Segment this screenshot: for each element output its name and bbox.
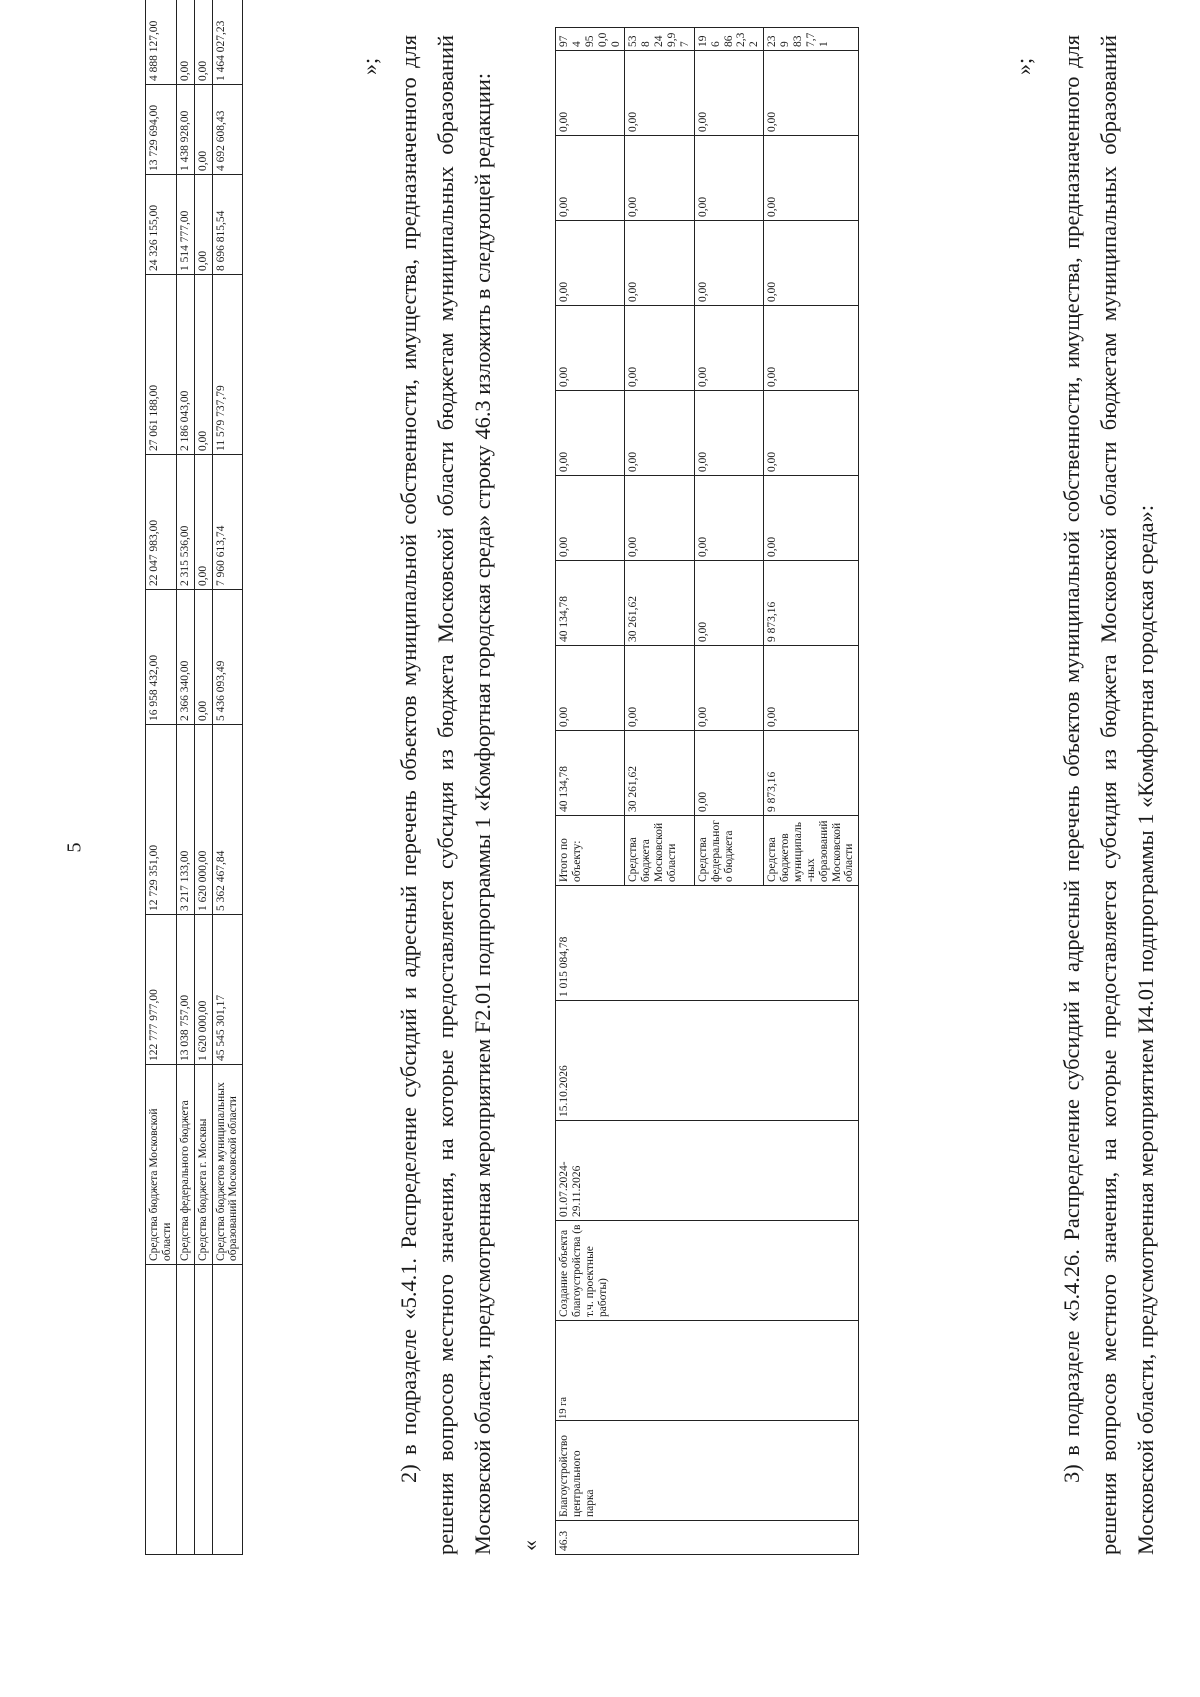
table-cell: 0,00 — [556, 221, 625, 306]
table-cell: 0,00 — [694, 51, 763, 136]
table-cell: 9 873,16 — [764, 561, 859, 646]
table-cell: 1 620 000,00 — [194, 725, 212, 915]
table-cell: 196 862,32 — [694, 28, 763, 51]
closing-quote: »; — [1011, 57, 1036, 75]
table-cell — [176, 1265, 194, 1555]
funding-summary-table — [145, 0, 243, 1555]
table-cell: 0,00 — [625, 221, 694, 306]
capacity: 19 га — [556, 1321, 859, 1421]
table-cell: 30 261,62 — [625, 731, 694, 816]
amendment-paragraph-3 — [1053, 35, 1164, 1555]
source-label: Средства бюджета Московской области — [625, 816, 694, 886]
table-cell — [146, 1265, 177, 1555]
table-cell — [194, 1265, 212, 1555]
source-label: Средства федерального бюджета — [694, 816, 763, 886]
table-cell: 0,00 — [764, 306, 859, 391]
table-cell: 974 950,00 — [556, 28, 625, 51]
table-cell: 0,00 — [625, 306, 694, 391]
table-cell: 0,00 — [556, 136, 625, 221]
table-cell: 0,00 — [625, 646, 694, 731]
table-cell: 2 366 340,00 — [176, 590, 194, 725]
table-cell: 27 061 188,00 — [146, 275, 177, 455]
table-cell: 239 837,71 — [764, 28, 859, 51]
table-row — [194, 0, 212, 1555]
source-label: Средства бюджетов муниципаль-ных образований Московской области — [764, 816, 859, 886]
opening-quote: « — [517, 1540, 542, 1551]
table-cell: 0,00 — [194, 590, 212, 725]
table-cell: 0,00 — [194, 0, 212, 85]
table-cell: 0,00 — [764, 136, 859, 221]
table-cell — [212, 1265, 243, 1555]
row-number: 46.3 — [556, 1521, 859, 1555]
table-cell: 0,00 — [764, 476, 859, 561]
table-cell: 0,00 — [694, 731, 763, 816]
table-cell: 2 315 536,00 — [176, 455, 194, 590]
paragraph-text: 3) в подразделе «5.4.26. Распределение субсидий и адресный перечень объектов муниципальной собственности, имущества, предназначенного для решения вопросов местного значения, на которые предоставляется субсидия из бюджета Московской области бюджетам муниципальных образований Московской области, предусмотренная мероприятием И4.01 подпрограммы 1 «Комфортная городская среда»: — [1059, 35, 1158, 1555]
rotated-page-content — [145, 15, 1185, 1555]
table-cell: 12 729 351,00 — [146, 725, 177, 915]
table-cell: 0,00 — [194, 275, 212, 455]
table-cell: 5 362 467,84 — [212, 725, 243, 915]
table-cell: 16 958 432,00 — [146, 590, 177, 725]
table-cell: 0,00 — [176, 0, 194, 85]
table-cell: 0,00 — [764, 221, 859, 306]
table-cell: 0,00 — [694, 561, 763, 646]
page-number: 5 — [63, 842, 86, 853]
table-cell: 7 960 613,74 — [212, 455, 243, 590]
table-cell: 11 579 737,79 — [212, 275, 243, 455]
table-cell: 0,00 — [764, 391, 859, 476]
table-cell: 538 249,97 — [625, 28, 694, 51]
table-cell: 0,00 — [556, 391, 625, 476]
table-cell: 0,00 — [625, 136, 694, 221]
table-cell: 3 217 133,00 — [176, 725, 194, 915]
table-cell: 8 696 815,54 — [212, 175, 243, 275]
object-46-3-table — [555, 27, 859, 1555]
amendment-paragraph-2 — [390, 35, 501, 1555]
source-label: Итого по объекту: — [556, 816, 625, 886]
table-cell: 0,00 — [694, 391, 763, 476]
table-cell: 9 873,16 — [764, 731, 859, 816]
source-label: Средства бюджетов муниципальных образований Московской области — [212, 1065, 243, 1265]
table-cell: 40 134,78 — [556, 561, 625, 646]
table-cell: 0,00 — [764, 51, 859, 136]
table-cell: 5 436 093,49 — [212, 590, 243, 725]
table-cell: 4 692 608,43 — [212, 85, 243, 175]
table-cell: 4 888 127,00 — [146, 0, 177, 85]
table-cell: 0,00 — [694, 221, 763, 306]
limit-amount: 1 015 084,78 — [556, 886, 859, 1001]
table-cell: 40 134,78 — [556, 731, 625, 816]
table-cell: 1 514 777,00 — [176, 175, 194, 275]
table-cell: 13 038 757,00 — [176, 915, 194, 1065]
table-row — [212, 0, 243, 1555]
table-cell: 0,00 — [625, 391, 694, 476]
table-row — [146, 0, 177, 1555]
table-cell: 0,00 — [556, 476, 625, 561]
table-cell: 0,00 — [194, 455, 212, 590]
table-cell: 1 620 000,00 — [194, 915, 212, 1065]
table-cell: 0,00 — [694, 136, 763, 221]
table-cell: 0,00 — [625, 476, 694, 561]
table-cell: 22 047 983,00 — [146, 455, 177, 590]
closing-quote: »; — [357, 57, 382, 75]
open-date: 15.10.2026 — [556, 1001, 859, 1121]
work-type: Создание объекта благоустройства (в т.ч. проектные работы) — [556, 1221, 859, 1321]
table-row — [556, 28, 625, 1555]
table-cell: 45 545 301,17 — [212, 915, 243, 1065]
table-cell: 0,00 — [194, 85, 212, 175]
table-cell: 2 186 043,00 — [176, 275, 194, 455]
table-cell: 0,00 — [556, 306, 625, 391]
table-cell: 1 464 027,23 — [212, 0, 243, 85]
source-label: Средства федерального бюджета — [176, 1065, 194, 1265]
object-name: Благоустройство центрального парка — [556, 1421, 859, 1521]
table-cell: 13 729 694,00 — [146, 85, 177, 175]
table-cell: 0,00 — [694, 646, 763, 731]
table-cell: 0,00 — [694, 306, 763, 391]
table-cell: 0,00 — [556, 646, 625, 731]
table-cell: 0,00 — [556, 51, 625, 136]
table-row — [176, 0, 194, 1555]
table-cell: 0,00 — [194, 175, 212, 275]
paragraph-text: 2) в подразделе «5.4.1. Распределение субсидий и адресный перечень объектов муниципальной собственности, имущества, предназначенного для решения вопросов местного значения, на которые предоставляется субсидия из бюджета Московской области бюджетам муниципальных образований Московской области, предусмотренная мероприятием F2.01 подпрограммы 1 «Комфортная городская среда» строку 46.3 изложить в следующей редакции: — [396, 35, 495, 1555]
table-cell: 30 261,62 — [625, 561, 694, 646]
work-period: 01.07.2024-29.11.2026 — [556, 1121, 859, 1221]
table-cell: 24 326 155,00 — [146, 175, 177, 275]
table-cell: 0,00 — [694, 476, 763, 561]
table-cell: 0,00 — [625, 51, 694, 136]
source-label: Средства бюджета г. Москвы — [194, 1065, 212, 1265]
table-cell: 0,00 — [764, 646, 859, 731]
source-label: Средства бюджета Московской области — [146, 1065, 177, 1265]
table-cell: 122 777 977,00 — [146, 915, 177, 1065]
table-cell: 1 438 928,00 — [176, 85, 194, 175]
